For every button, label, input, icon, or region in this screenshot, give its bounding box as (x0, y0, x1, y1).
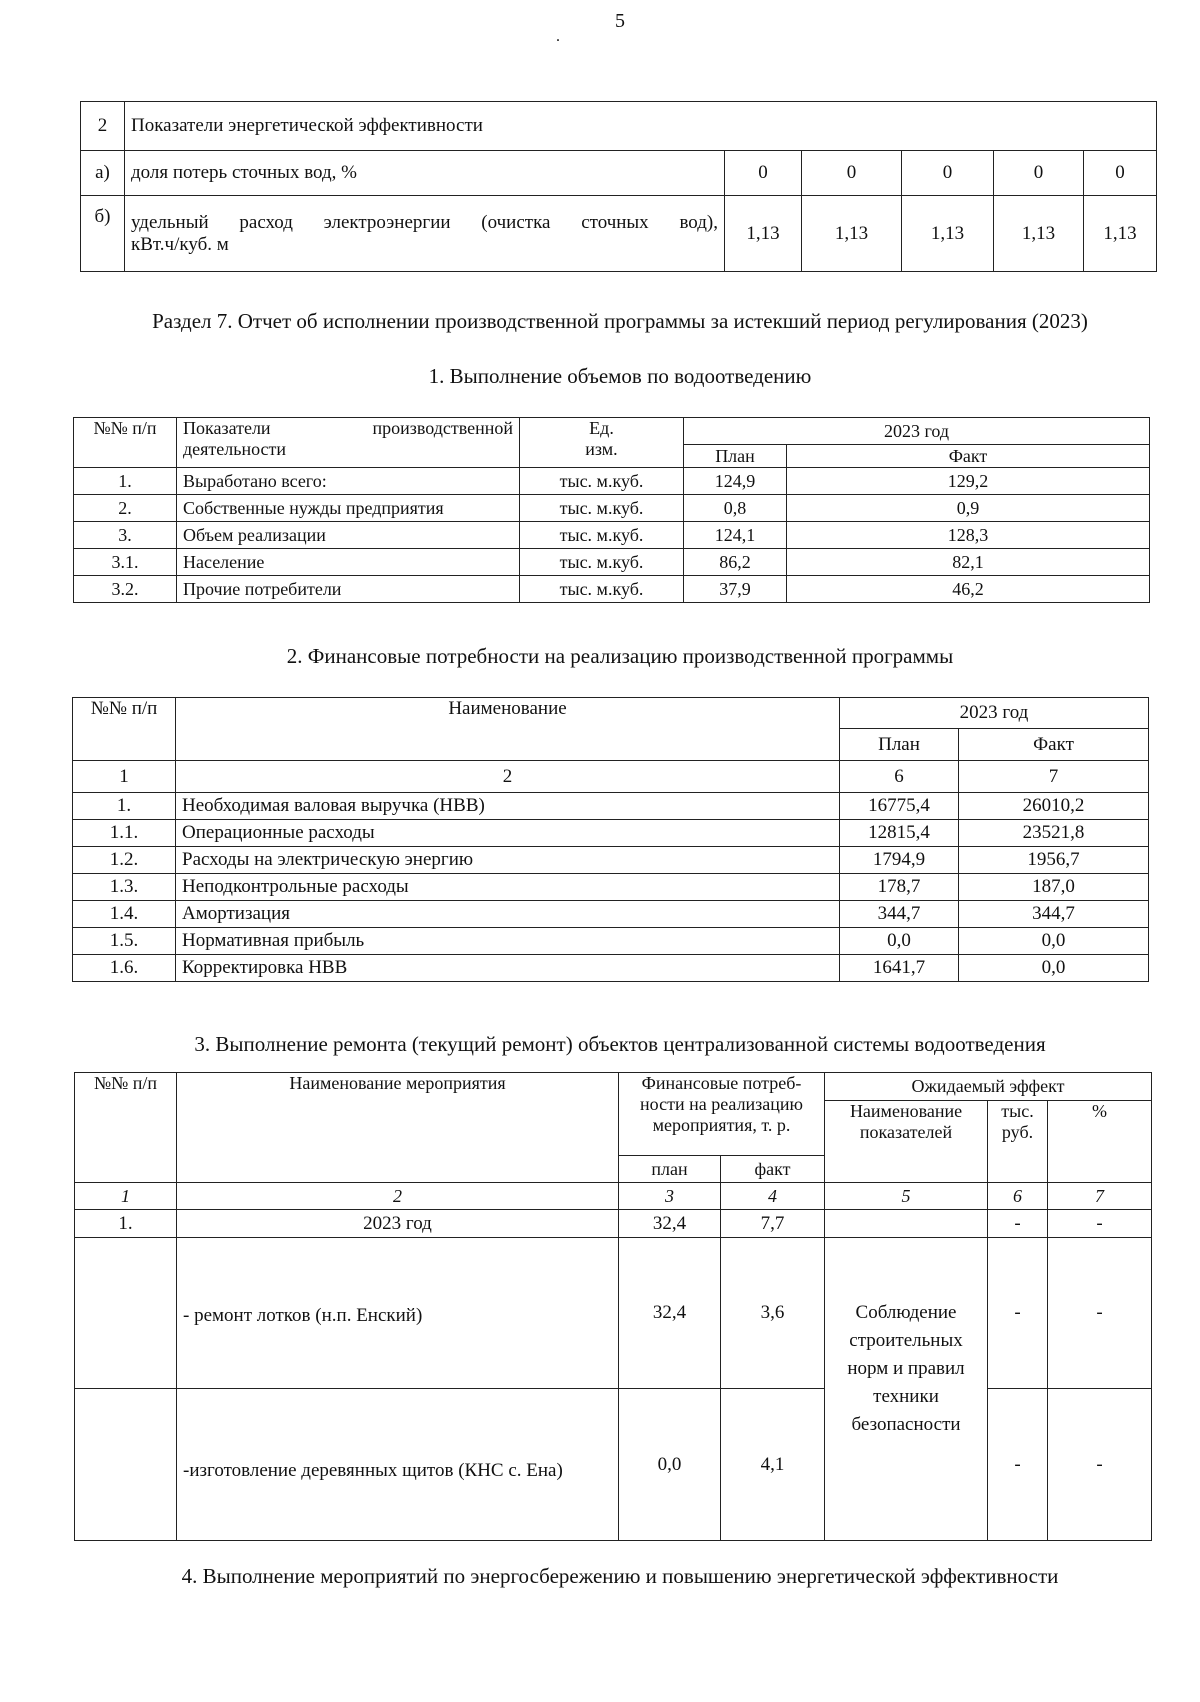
value-cell: 0 (1084, 151, 1157, 196)
row-name (125, 196, 725, 272)
section7-title: Раздел 7. Отчет об исполнении производственной программы за истекший период регулирования (2023) (152, 309, 1088, 333)
header-year: 2023 год (840, 698, 1149, 729)
column-numbers-row: 1 2 3 4 5 6 7 (75, 1183, 1152, 1210)
row-index: б) (81, 196, 125, 272)
header-fact: Факт (959, 729, 1149, 761)
volumes-title: 1. Выполнение объемов по водоотведению (428, 364, 812, 388)
header-name: Наименование мероприятия (177, 1073, 619, 1183)
value-cell: 0 (802, 151, 902, 196)
table-row: 1. Выработано всего: тыс. м.куб. 124,9 129,2 (74, 468, 1150, 495)
energy-efficiency-table (80, 101, 1157, 272)
header-year: 2023 год (684, 418, 1150, 445)
table-row (81, 196, 1157, 272)
header-percent: % (1048, 1101, 1152, 1183)
header-effect: Ожидаемый эффект (825, 1073, 1152, 1101)
value-cell: 1,13 (902, 196, 994, 272)
table-row: 1. Необходимая валовая выручка (НВВ) 16775,4 26010,2 (73, 793, 1149, 820)
column-numbers-row: 1 2 6 7 (73, 761, 1149, 793)
section-title: Показатели энергетической эффективности (125, 102, 1157, 151)
value-cell: 1,13 (725, 196, 802, 272)
header-financing: Финансовые потреб- ности на реализацию мероприятия, т. р. (619, 1073, 825, 1156)
value-cell: 1,13 (994, 196, 1084, 272)
table-row: 1.3. Неподконтрольные расходы 178,7 187,0 (73, 874, 1149, 901)
table-row: 1.5. Нормативная прибыль 0,0 0,0 (73, 928, 1149, 955)
header-fact: факт (721, 1156, 825, 1183)
header-rub: тыс. руб. (988, 1101, 1048, 1183)
value-cell: 0 (994, 151, 1084, 196)
header-fact: Факт (787, 445, 1150, 468)
table-row: 1. 2023 год 32,4 7,7 - - (75, 1210, 1152, 1238)
header-indicator: Наименование показателей (825, 1101, 988, 1183)
table-row (81, 151, 1157, 196)
row-name: доля потерь сточных вод, % (125, 151, 725, 196)
header-name: Показатели производственной деятельности (177, 418, 520, 468)
table-row: 1.6. Корректировка НВВ 1641,7 0,0 (73, 955, 1149, 982)
header-name: Наименование (176, 698, 840, 761)
table-row: 3.2. Прочие потребители тыс. м.куб. 37,9 46,2 (74, 576, 1150, 603)
table-row: 2. Собственные нужды предприятия тыс. м.куб. 0,8 0,9 (74, 495, 1150, 522)
row-name-line1: удельный расход электроэнергии (очистка сточных вод), (131, 211, 718, 233)
table-row: 1.1. Операционные расходы 12815,4 23521,8 (73, 820, 1149, 847)
header-plan: План (840, 729, 959, 761)
value-cell: 0 (725, 151, 802, 196)
table-row: 3. Объем реализации тыс. м.куб. 124,1 128,3 (74, 522, 1150, 549)
table-row: 1.4. Амортизация 344,7 344,7 (73, 901, 1149, 928)
value-cell: 1,13 (802, 196, 902, 272)
section4-title: 4. Выполнение мероприятий по энергосбережению и повышению энергетической эффективности (181, 1564, 1059, 1588)
table-row: 1.2. Расходы на электрическую энергию 1794,9 1956,7 (73, 847, 1149, 874)
volumes-table (73, 417, 1150, 603)
table-row: -изготовление деревянных щитов (КНС с. Ена) 0,0 4,1 - - (75, 1389, 1152, 1541)
finance-title: 2. Финансовые потребности на реализацию производственной программы (286, 644, 954, 668)
page-mark: . (556, 28, 560, 45)
repair-table (74, 1072, 1152, 1541)
page-number: 5 (615, 10, 625, 32)
value-cell: 0 (902, 151, 994, 196)
finance-table (72, 697, 1149, 982)
row-index: а) (81, 151, 125, 196)
section-number: 2 (81, 102, 125, 151)
expected-effect: Соблюдение строительных норм и правил техники безопасности (825, 1238, 988, 1541)
header-unit: Ед. изм. (520, 418, 684, 468)
header-num: №№ п/п (75, 1073, 177, 1183)
repair-title: 3. Выполнение ремонта (текущий ремонт) объектов централизованной системы водоотведения (194, 1032, 1046, 1056)
table-row: 3.1. Население тыс. м.куб. 86,2 82,1 (74, 549, 1150, 576)
value-cell: 1,13 (1084, 196, 1157, 272)
row-name-line2: кВт.ч/куб. м (131, 233, 229, 255)
header-num: №№ п/п (73, 698, 176, 761)
header-num: №№ п/п (74, 418, 177, 468)
table-row: - ремонт лотков (н.п. Енский) 32,4 3,6 Соблюдение строительных норм и правил техники безопасности - - (75, 1238, 1152, 1389)
header-plan: План (684, 445, 787, 468)
header-plan: план (619, 1156, 721, 1183)
